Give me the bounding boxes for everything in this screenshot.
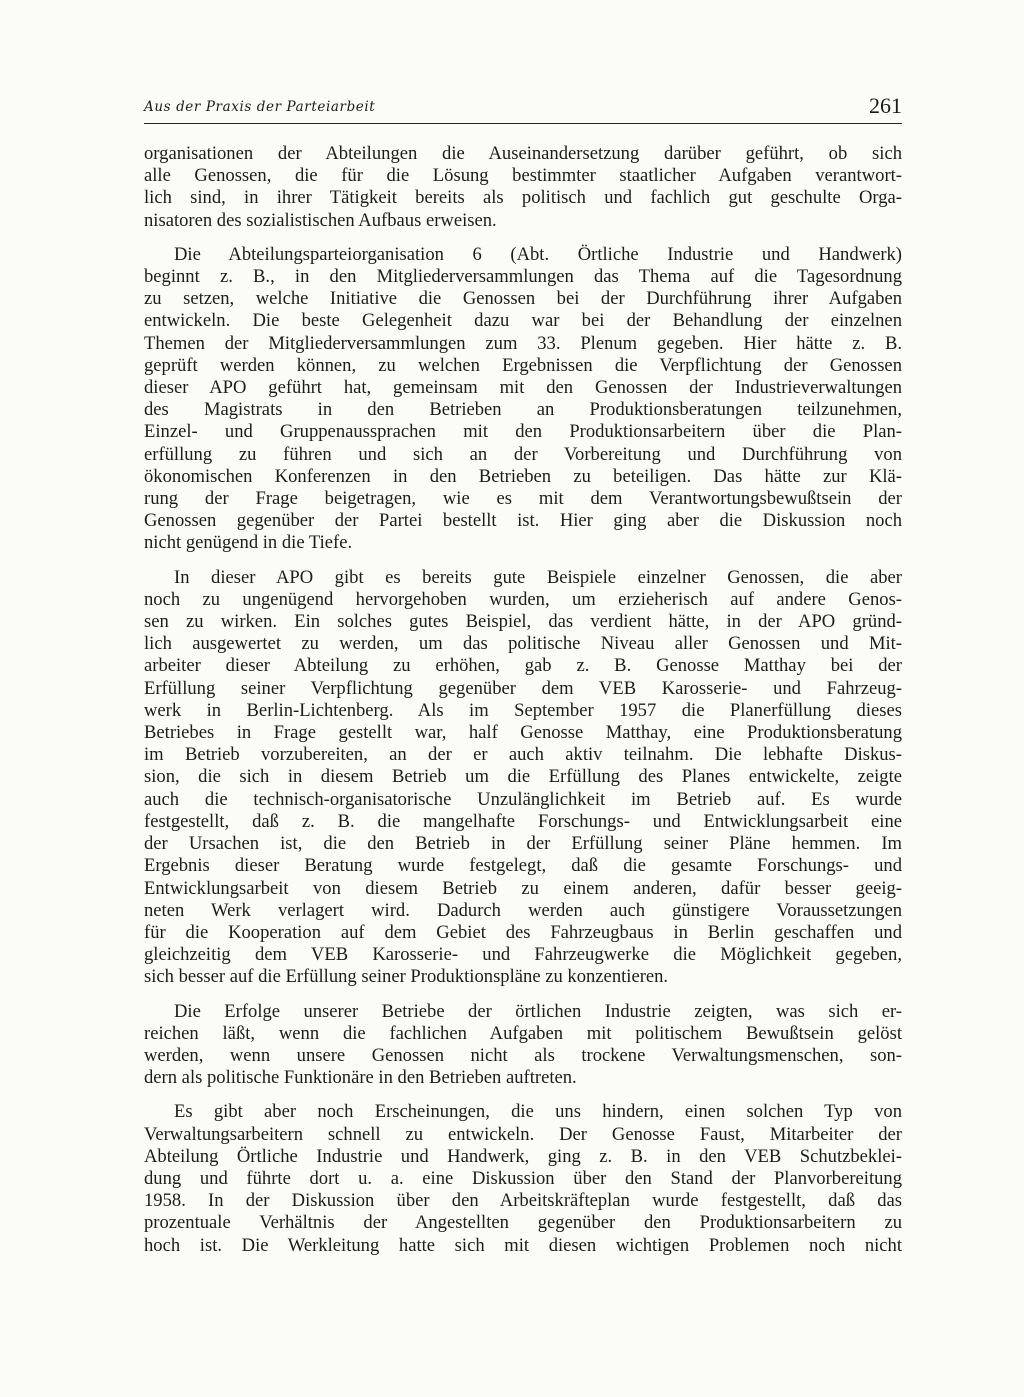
text-line: lich ausgewertet zu werden, um das politische Niveau aller Genossen und Mit-: [144, 633, 902, 655]
text-line: Betriebes in Frage gestellt war, half Genosse Matthay, eine Produktionsberatung: [144, 722, 902, 744]
text-line: zu setzen, welche Initiative die Genossen bei der Durchführung ihrer Aufgaben: [144, 288, 902, 310]
page-number: 261: [869, 93, 902, 118]
text-line: ökonomischen Konferenzen in den Betrieben zu beteiligen. Das hätte zur Klä-: [144, 465, 902, 487]
text-line: alle Genossen, die für die Lösung bestimmter staatlicher Aufgaben verantwort-: [144, 165, 902, 187]
text-line: rung der Frage beigetragen, wie es mit dem Verantwortungsbewußtsein der: [144, 488, 902, 510]
text-line: beginnt z. B., in den Mitgliederversammlungen das Thema auf die Tagesordnung: [144, 266, 902, 288]
text-line: Entwicklungsarbeit von diesem Betrieb zu einem anderen, dafür besser geeig-: [144, 877, 902, 899]
body-text: [144, 143, 902, 1269]
text-line: im Betrieb vorzubereiten, an der er auch aktiv teilnahm. Die lebhafte Diskus-: [144, 744, 902, 766]
text-line: sen zu wirken. Ein solches gutes Beispiel, das verdient hätte, in der APO gründ-: [144, 611, 902, 633]
text-line: Die Abteilungsparteiorganisation 6 (Abt. Örtliche Industrie und Handwerk): [174, 243, 902, 265]
text-line: lich sind, in ihrer Tätigkeit bereits als politisch und fachlich gut geschulte Orga-: [144, 187, 902, 209]
text-line: Verwaltungsarbeitern schnell zu entwickeln. Der Genosse Faust, Mitarbeiter der: [144, 1123, 902, 1145]
page-header: [144, 93, 902, 124]
text-line: sion, die sich in diesem Betrieb um die Erfüllung des Planes entwickelte, zeigte: [144, 766, 902, 788]
text-line: Erfüllung seiner Verpflichtung gegenüber dem VEB Karosserie- und Fahrzeug-: [144, 677, 902, 699]
paragraph: [144, 1101, 902, 1256]
text-line: gleichzeitig dem VEB Karosserie- und Fahrzeugwerke die Möglichkeit gegeben,: [144, 944, 902, 966]
text-line: dieser APO geführt hat, gemeinsam mit den Genossen der Industrieverwaltungen: [144, 377, 902, 399]
text-line: nisatoren des sozialistischen Aufbaus erweisen.: [144, 209, 497, 231]
text-line: prozentuale Verhältnis der Angestellten gegenüber den Produktionsarbeitern zu: [144, 1212, 902, 1234]
text-line: nicht genügend in die Tiefe.: [144, 532, 353, 554]
text-line: des Magistrats in den Betrieben an Produktionsberatungen teilzunehmen,: [144, 399, 902, 421]
text-line: Die Erfolge unserer Betriebe der örtlichen Industrie zeigten, was sich er-: [174, 1000, 902, 1022]
text-line: erfüllung zu führen und sich an der Vorbereitung und Durchführung von: [144, 443, 902, 465]
paragraph: [144, 567, 902, 989]
text-line: neten Werk verlagert wird. Dadurch werden auch günstigere Voraussetzungen: [144, 899, 902, 921]
text-line: reichen läßt, wenn die fachlichen Aufgaben mit politischem Bewußtsein gelöst: [144, 1022, 902, 1044]
text-line: geprüft werden können, zu welchen Ergebnissen die Verpflichtung der Genossen: [144, 354, 902, 376]
text-line: für die Kooperation auf dem Gebiet des Fahrzeugbaus in Berlin geschaffen und: [144, 921, 902, 943]
running-title: Aus der Praxis der Parteiarbeit: [144, 99, 376, 115]
text-line: entwickeln. Die beste Gelegenheit dazu war bei der Behandlung der einzelnen: [144, 310, 902, 332]
text-line: festgestellt, daß z. B. die mangelhafte Forschungs- und Entwicklungsarbeit eine: [144, 810, 902, 832]
text-line: Abteilung Örtliche Industrie und Handwerk, ging z. B. in den VEB Schutzbeklei-: [144, 1145, 902, 1167]
paragraph: [144, 1001, 902, 1090]
text-line: noch zu ungenügend hervorgehoben wurden, um erzieherisch auf andere Genos-: [144, 588, 902, 610]
text-line: Ergebnis dieser Beratung wurde festgelegt, daß die gesamte Forschungs- und: [144, 855, 902, 877]
text-line: werden, wenn unsere Genossen nicht als trockene Verwaltungsmenschen, son-: [144, 1044, 902, 1066]
text-line: arbeiter dieser Abteilung zu erhöhen, gab z. B. Genosse Matthay bei der: [144, 655, 902, 677]
text-line: Einzel- und Gruppenaussprachen mit den Produktionsarbeitern über die Plan-: [144, 421, 902, 443]
text-line: Genossen gegenüber der Partei bestellt ist. Hier ging aber die Diskussion noch: [144, 510, 902, 532]
text-line: sich besser auf die Erfüllung seiner Produktionspläne zu konzentieren.: [144, 966, 669, 988]
paragraph: [144, 143, 902, 232]
text-line: werk in Berlin-Lichtenberg. Als im September 1957 die Planerfüllung dieses: [144, 699, 902, 721]
text-line: 1958. In der Diskussion über den Arbeitskräfteplan wurde festgestellt, daß das: [144, 1190, 902, 1212]
text-line: hoch ist. Die Werkleitung hatte sich mit diesen wichtigen Problemen noch nicht: [144, 1234, 902, 1256]
text-line: dung und führte dort u. a. eine Diskussion über den Stand der Planvorbereitung: [144, 1167, 902, 1189]
text-line: Themen der Mitgliederversammlungen zum 33. Plenum gegeben. Hier hätte z. B.: [144, 332, 902, 354]
text-line: In dieser APO gibt es bereits gute Beispiele einzelner Genossen, die aber: [174, 566, 902, 588]
text-line: der Ursachen ist, die den Betrieb in der Erfüllung seiner Pläne hemmen. Im: [144, 833, 902, 855]
text-line: Es gibt aber noch Erscheinungen, die uns hindern, einen solchen Typ von: [174, 1101, 902, 1123]
text-line: auch die technisch-organisatorische Unzulänglichkeit im Betrieb auf. Es wurde: [144, 788, 902, 810]
text-line: organisationen der Abteilungen die Auseinandersetzung darüber geführt, ob sich: [144, 143, 902, 164]
text-line: dern als politische Funktionäre in den Betrieben auftreten.: [144, 1067, 577, 1089]
paragraph: [144, 244, 902, 555]
